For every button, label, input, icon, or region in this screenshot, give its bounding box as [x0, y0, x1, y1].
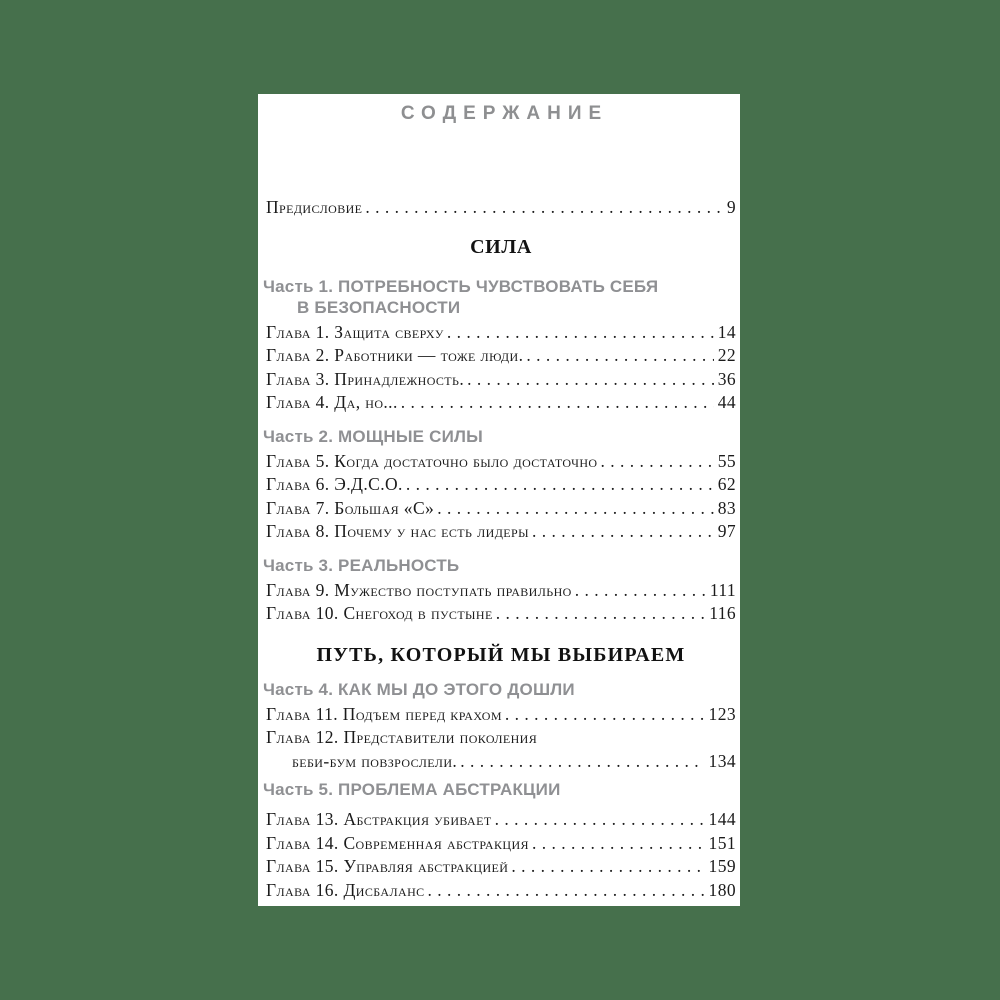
- part-heading-5: [263, 779, 736, 800]
- entry-title: Глава 4. Да, но...: [266, 392, 398, 412]
- entry-page-number: 55: [717, 450, 736, 471]
- entry-page-number: 97: [717, 521, 736, 541]
- dot-leader: [495, 808, 705, 832]
- entry-page-number: 134: [708, 750, 736, 771]
- part-title-line2: В БЕЗОПАСНОСТИ: [297, 297, 461, 317]
- entry-page-number: 111: [709, 579, 736, 600]
- dot-leader: [526, 344, 713, 368]
- dot-leader: [467, 368, 714, 392]
- entry-page-number: 36: [717, 368, 736, 389]
- dot-leader: [437, 497, 714, 521]
- chapter-list-part-4: [266, 703, 736, 774]
- part-heading-2: [263, 426, 736, 447]
- part-heading-1: [263, 276, 736, 318]
- toc-page: [258, 94, 740, 906]
- part-heading-4: [263, 679, 736, 700]
- dot-leader: [428, 879, 705, 903]
- section-title-put: ПУТЬ, КОТОРЫЙ МЫ ВЫБИРАЕМ: [316, 643, 686, 666]
- toc-entry-chapter-8: [266, 520, 736, 544]
- chapter-list-part-5: [266, 808, 736, 902]
- toc-entry-chapter-7: [266, 497, 736, 521]
- dot-leader: [532, 832, 705, 856]
- entry-title: Глава 10. Снегоход в пустыне: [266, 603, 493, 623]
- entry-page-number: 180: [708, 879, 736, 900]
- toc-entry-chapter-1: [266, 321, 736, 345]
- toc-entry-chapter-13: [266, 808, 736, 832]
- toc-entry-chapter-2: [266, 344, 736, 368]
- dot-leader: [365, 196, 722, 220]
- entry-title: Глава 13. Абстракция убивает: [266, 809, 492, 829]
- entry-title-continuation: беби-бум повзрослели.: [292, 750, 458, 771]
- toc-entry-chapter-12: [266, 726, 736, 773]
- entry-page-number: 123: [708, 703, 736, 724]
- dot-leader: [511, 855, 704, 879]
- part-title: Часть 3. РЕАЛЬНОСТЬ: [263, 555, 460, 575]
- toc-entry-chapter-6: [266, 473, 736, 497]
- entry-title: Глава 9. Мужество поступать правильно: [266, 579, 572, 600]
- toc-entry-chapter-16: [266, 879, 736, 903]
- part-title: Часть 5. ПРОБЛЕМА АБСТРАКЦИИ: [263, 780, 561, 799]
- chapter-list-part-3: [266, 579, 736, 626]
- part-title: Часть 1. ПОТРЕБНОСТЬ ЧУВСТВОВАТЬ СЕБЯ: [263, 276, 659, 296]
- dot-leader: [460, 750, 704, 774]
- part-heading-3: [263, 555, 736, 576]
- toc-entry-preface: [266, 196, 736, 220]
- chapter-list-part-2: [266, 450, 736, 544]
- entry-title: Глава 5. Когда достаточно было достаточно: [266, 450, 598, 471]
- dot-leader: [406, 473, 714, 497]
- entry-page-number: 22: [717, 345, 736, 365]
- entry-title: Глава 16. Дисбаланс: [266, 879, 425, 900]
- section-title-sila: СИЛА: [470, 235, 532, 258]
- entry-page-number: 83: [717, 497, 736, 518]
- entry-page-number: 44: [717, 392, 736, 412]
- entry-line-1: [266, 726, 736, 750]
- entry-title: Предисловие: [266, 197, 363, 217]
- page-title: СОДЕРЖАНИЕ: [400, 103, 609, 124]
- dot-leader: [496, 602, 705, 626]
- entry-page-number: 9: [726, 197, 736, 217]
- entry-page-number: 116: [709, 603, 736, 623]
- toc-entry-chapter-11: [266, 703, 736, 727]
- entry-title: Глава 6. Э.Д.С.О.: [266, 474, 403, 494]
- toc-entry-chapter-10: [266, 602, 736, 626]
- chapter-list-part-1: [266, 321, 736, 415]
- entry-title: Глава 14. Современная абстракция: [266, 832, 529, 853]
- entry-title: Глава 3. Принадлежность.: [266, 368, 465, 389]
- entry-line-2: [266, 750, 736, 774]
- entry-title: Глава 15. Управляя абстракцией: [266, 856, 509, 876]
- dot-leader: [601, 450, 714, 474]
- dot-leader: [447, 321, 714, 345]
- dot-leader: [575, 579, 706, 603]
- part-title: Часть 2. МОЩНЫЕ СИЛЫ: [263, 426, 484, 446]
- entry-title: Глава 12. Представители поколения: [266, 727, 538, 747]
- toc-entry-chapter-5: [266, 450, 736, 474]
- toc-entry-chapter-9: [266, 579, 736, 603]
- entry-page-number: 14: [717, 321, 736, 342]
- toc-entry-chapter-14: [266, 832, 736, 856]
- dot-leader: [401, 391, 714, 415]
- entry-page-number: 144: [708, 809, 736, 829]
- entry-page-number: 62: [717, 474, 736, 494]
- part-title: Часть 4. КАК МЫ ДО ЭТОГО ДОШЛИ: [263, 679, 575, 699]
- entry-title: Глава 2. Работники — тоже люди.: [266, 345, 524, 365]
- entry-title: Глава 8. Почему у нас есть лидеры: [266, 521, 529, 541]
- toc-entry-chapter-3: [266, 368, 736, 392]
- entry-page-number: 151: [708, 832, 736, 853]
- toc-entry-chapter-15: [266, 855, 736, 879]
- dot-leader: [532, 520, 714, 544]
- entry-title: Глава 7. Большая «С»: [266, 497, 435, 518]
- dot-leader: [505, 703, 705, 727]
- toc-entry-chapter-4: [266, 391, 736, 415]
- entry-title: Глава 11. Подъем перед крахом: [266, 703, 502, 724]
- entry-title: Глава 1. Защита сверху: [266, 321, 444, 342]
- entry-page-number: 159: [708, 856, 736, 876]
